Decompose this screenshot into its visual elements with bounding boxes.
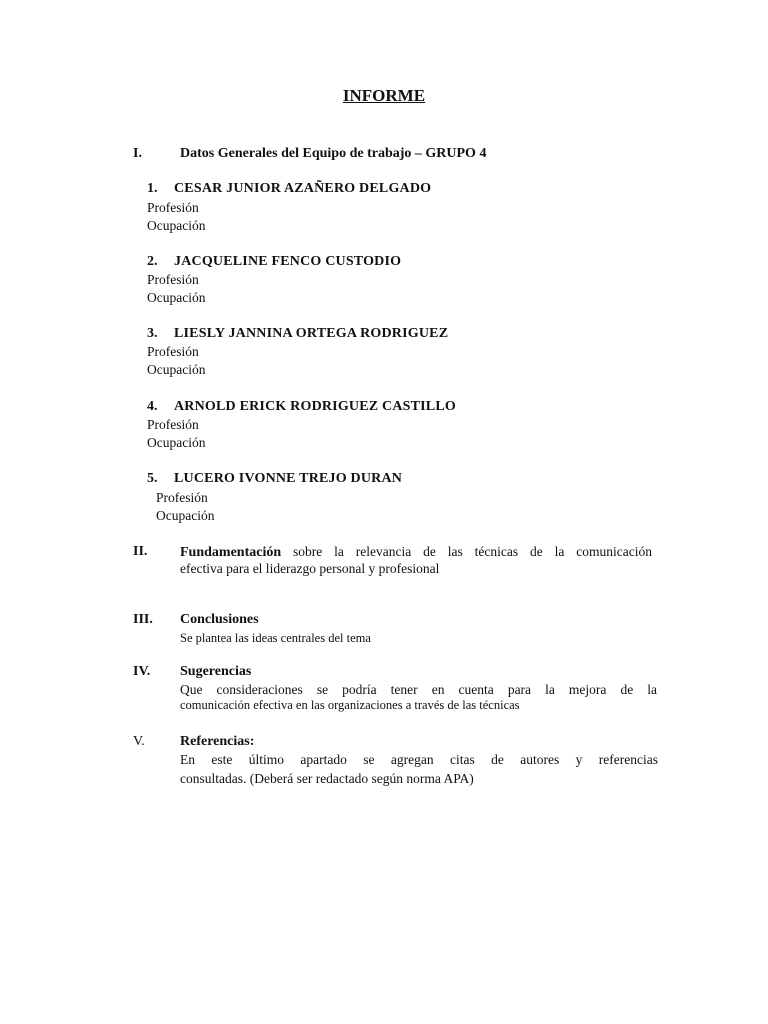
section-5-heading: Referencias:: [180, 734, 255, 749]
member-2-number: 2.: [147, 254, 158, 269]
member-5-profesion: Profesión: [156, 490, 208, 505]
member-5-ocupacion: Ocupación: [156, 508, 215, 523]
section-4-heading: Sugerencias: [180, 664, 252, 679]
section-1-heading: Datos Generales del Equipo de trabajo – GRUPO 4: [180, 146, 487, 161]
member-1-name: CESAR JUNIOR AZAÑERO DELGADO: [174, 181, 432, 196]
member-5-name: LUCERO IVONNE TREJO DURAN: [174, 471, 403, 486]
member-3-ocupacion: Ocupación: [147, 362, 206, 377]
section-5-line-1: En este último apartado se agregan citas de autores y referencias: [180, 752, 658, 767]
section-2-number: II.: [133, 544, 148, 559]
section-2-line-1: [180, 544, 652, 561]
section-3-number: III.: [133, 612, 153, 627]
member-2-profesion: Profesión: [147, 272, 199, 287]
member-4-name: ARNOLD ERICK RODRIGUEZ CASTILLO: [174, 399, 456, 414]
member-4-ocupacion: Ocupación: [147, 435, 206, 450]
section-2-line-1-text: sobre la relevancia de las técnicas de la comunicación: [293, 544, 652, 559]
member-5-number: 5.: [147, 471, 158, 486]
member-2-name: JACQUELINE FENCO CUSTODIO: [174, 254, 402, 269]
member-4-profesion: Profesión: [147, 417, 199, 432]
member-4-number: 4.: [147, 399, 158, 414]
section-1-number: I.: [133, 146, 142, 161]
document-title: INFORME: [342, 86, 426, 105]
section-4-line-2: comunicación efectiva en las organizaciones a través de las técnicas: [180, 698, 520, 712]
section-4-number: IV.: [133, 664, 151, 679]
member-1-profesion: Profesión: [147, 200, 199, 215]
member-3-number: 3.: [147, 326, 158, 341]
section-5-line-2: consultadas. (Deberá ser redactado según norma APA): [180, 771, 474, 786]
member-1-number: 1.: [147, 181, 158, 196]
section-5-number: V.: [133, 734, 145, 749]
member-2-ocupacion: Ocupación: [147, 290, 206, 305]
section-3-heading: Conclusiones: [180, 612, 259, 627]
section-2-heading: Fundamentación: [180, 545, 282, 560]
member-1-ocupacion: Ocupación: [147, 218, 206, 233]
section-2-line-2: efectiva para el liderazgo personal y profesional: [180, 561, 440, 576]
member-3-name: LIESLY JANNINA ORTEGA RODRIGUEZ: [174, 326, 449, 341]
member-3-profesion: Profesión: [147, 344, 199, 359]
section-3-text: Se plantea las ideas centrales del tema: [180, 631, 371, 645]
section-4-line-1: Que consideraciones se podría tener en cuenta para la mejora de la: [180, 682, 657, 697]
